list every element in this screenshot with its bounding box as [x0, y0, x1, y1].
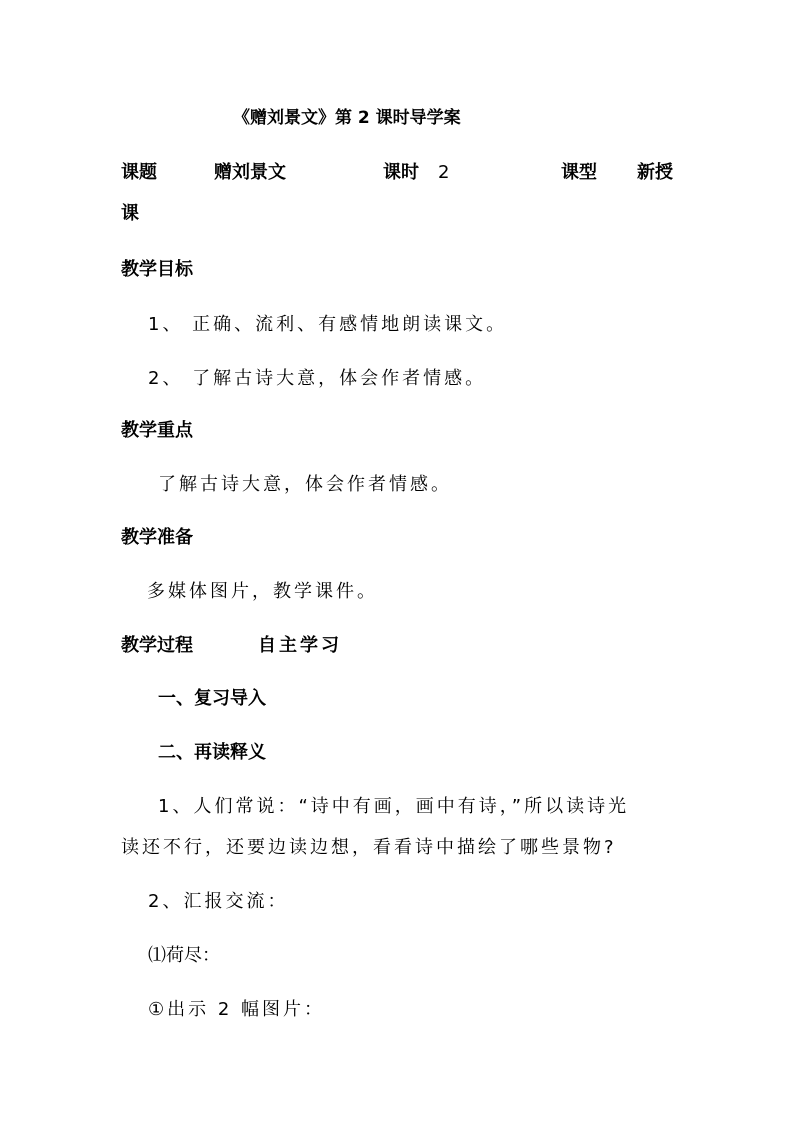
topic-value: 赠刘景文 [214, 162, 286, 183]
process-heading: 教学过程 [121, 635, 193, 656]
step-reread-explain: 二、再读释义 [158, 742, 266, 763]
key-points-heading: 教学重点 [121, 420, 193, 441]
goal-item-2: 2、 了解古诗大意，体会作者情感。 [148, 368, 487, 389]
goal-item-1: 1、 正确、流利、有感情地朗读课文。 [148, 314, 508, 335]
topic-label: 课题 [121, 162, 157, 183]
process-item-1-line-1: 1、人们常说：“诗中有画，画中有诗，”所以读诗光 [158, 796, 630, 817]
process-item-1-line-2: 读还不行，还要边读边想，看看诗中描绘了哪些景物? [121, 837, 617, 858]
type-label: 课型 [561, 162, 597, 183]
step-review-intro: 一、复习导入 [158, 688, 266, 709]
prep-text: 多媒体图片，教学课件。 [147, 581, 378, 602]
document-title: 《赠刘景文》第 2 课时导学案 [233, 108, 461, 128]
process-sub-item-1-1: ①出示 2 幅图片： [148, 999, 326, 1020]
goals-heading: 教学目标 [121, 259, 193, 280]
process-sub-item-1: ⑴荷尽： [148, 945, 220, 966]
process-subheading: 自主学习 [258, 635, 342, 656]
key-points-text: 了解古诗大意，体会作者情感。 [158, 474, 452, 495]
period-label: 课时 [383, 162, 419, 183]
process-item-2: 2、汇报交流： [148, 891, 289, 912]
type-value: 新授 [637, 162, 673, 183]
prep-heading: 教学准备 [121, 527, 193, 548]
type-value-wrap: 课 [121, 203, 139, 224]
period-value: 2 [438, 162, 450, 183]
